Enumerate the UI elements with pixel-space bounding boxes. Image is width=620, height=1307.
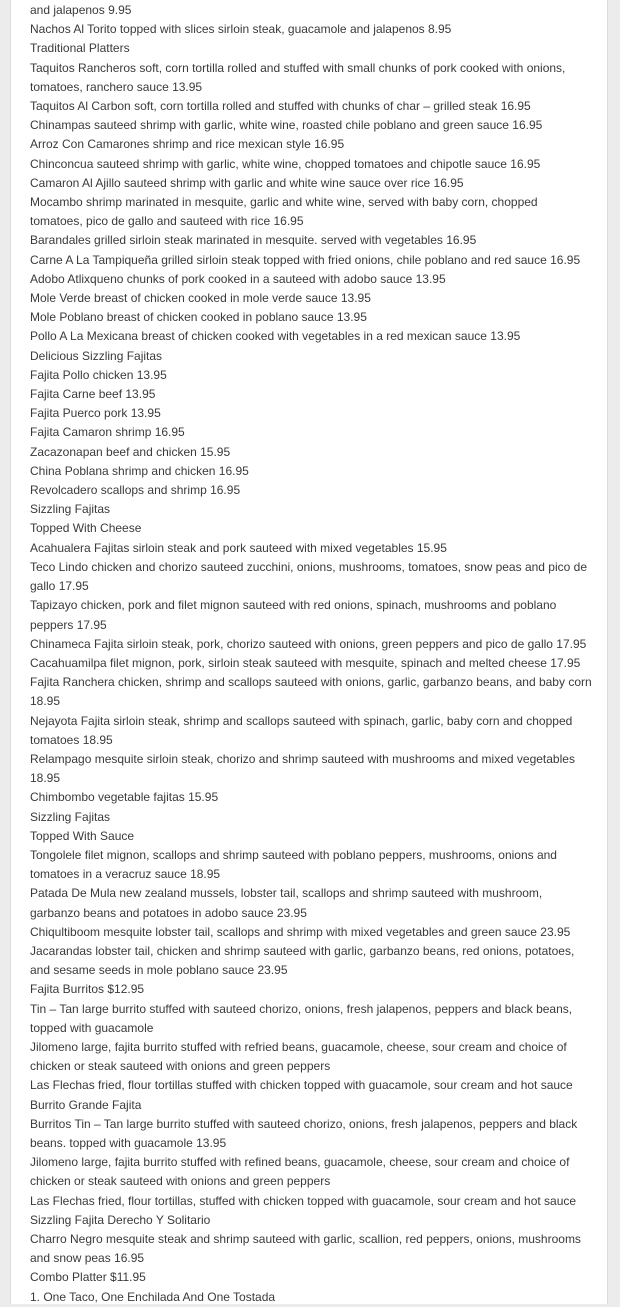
menu-line: Jacarandas lobster tail, chicken and shrimp sauteed with garlic, garbanzo beans, red onions, potatoes, and sesame seeds in mole poblano sauce 23.95 (30, 943, 575, 978)
page-panel (10, 0, 608, 1304)
section-heading: Sizzling Fajitas (30, 502, 111, 517)
menu-line: Tin – Tan large burrito stuffed with sauteed chorizo, onions, fresh jalapenos, peppers and black beans, topped with guacamole (30, 1001, 573, 1035)
menu-line: Jilomeno large, fajita burrito stuffed with refried beans, guacamole, cheese, sour cream and choice of chicken or steak sauteed with onions and green peppers (30, 1039, 567, 1074)
menu-line: Camaron Al Ajillo sauteed shrimp with garlic and white wine sauce over rice 16.95 (30, 175, 464, 190)
section-heading: Fajita Burritos $12.95 (30, 982, 145, 997)
menu-line: Zacazonapan beef and chicken 15.95 (30, 444, 231, 459)
section-heading: Delicious Sizzling Fajitas (30, 348, 163, 363)
menu-line: Mocambo shrimp marinated in mesquite, garlic and white wine, served with baby corn, chopped tomatoes, pico de gallo and sauteed with rice 16.95 (30, 195, 538, 229)
menu-line: Carne A La Tampiqueña grilled sirloin steak topped with fried onions, chile poblano and red sauce 16.95 (30, 252, 581, 267)
menu-line: Fajita Ranchera chicken, shrimp and scallops sauteed with onions, garlic, garbanzo beans, and baby corn 18.95 (30, 675, 592, 709)
menu-line: Arroz Con Camarones shrimp and rice mexican style 16.95 (30, 137, 345, 152)
section-subheading: Topped With Sauce (30, 828, 135, 843)
section-heading: Sizzling Fajitas (30, 809, 111, 824)
menu-line: Chinconcua sauteed shrimp with garlic, white wine, chopped tomatoes and chipotle sauce 16.95 (30, 156, 541, 171)
section-subheading: Topped With Cheese (30, 521, 142, 536)
menu-line: Patada De Mula new zealand mussels, lobster tail, scallops and shrimp sauteed with mushroom, garbanzo beans and potatoes in adobo sauce 23.95 (30, 886, 543, 920)
menu-line: Fajita Camaron shrimp 16.95 (30, 425, 185, 440)
menu-line: Fajita Carne beef 13.95 (30, 387, 156, 402)
menu-line: and jalapenos 9.95 (30, 3, 132, 17)
menu-line: Jilomeno large, fajita burrito stuffed with refined beans, guacamole, cheese, sour cream and choice of chicken or steak sauteed with onions and green peppers (30, 1155, 570, 1189)
section-heading: Traditional Platters (30, 41, 130, 56)
menu-line: China Poblana shrimp and chicken 16.95 (30, 463, 249, 478)
menu-line: Chinameca Fajita sirloin steak, pork, chorizo sauteed with onions, green peppers and pico de gallo 17.95 (30, 636, 587, 651)
menu-line: Acahualera Fajitas sirloin steak and pork sauteed with mixed vegetables 15.95 (30, 540, 447, 555)
menu-line: Relampago mesquite sirloin steak, chorizo and shrimp sauteed with mushrooms and mixed vegetables 18.95 (30, 751, 575, 786)
menu-line: Nejayota Fajita sirloin steak, shrimp and scallops sauteed with spinach, garlic, baby corn and chopped tomatoes 18.95 (30, 713, 573, 747)
menu-line: Taquitos Al Carbon soft, corn tortilla rolled and stuffed with chunks of char – grilled steak 16.95 (30, 99, 531, 114)
menu-line: Fajita Pollo chicken 13.95 (30, 367, 167, 382)
menu-line: Barandales grilled sirloin steak marinated in mesquite. served with vegetables 16.95 (30, 233, 477, 248)
menu-line: Teco Lindo chicken and chorizo sauteed zucchini, onions, mushrooms, tomatoes, snow peas and pico de gallo 17.95 (30, 559, 587, 594)
menu-line: 1. One Taco, One Enchilada And One Tostada (30, 1289, 276, 1304)
menu-line: Tongolele filet mignon, scallops and shrimp sauteed with poblano peppers, mushrooms, onions and tomatoes in a veracruz sauce 18.95 (30, 847, 557, 882)
menu-text (30, 1, 592, 1307)
section-heading: Burrito Grande Fajita (30, 1097, 142, 1112)
menu-line: Adobo Atlixqueno chunks of pork cooked in a sauteed with adobo sauce 13.95 (30, 271, 446, 286)
menu-line: Nachos Al Torito topped with slices sirloin steak, guacamole and jalapenos 8.95 (30, 22, 452, 37)
menu-line: Las Flechas fried, flour tortillas, stuffed with chicken topped with guacamole, sour cream and hot sauce (30, 1193, 577, 1208)
section-heading: Combo Platter $11.95 (30, 1270, 146, 1285)
menu-line: Chimbombo vegetable fajitas 15.95 (30, 790, 219, 805)
menu-line: Chiqultiboom mesquite lobster tail, scallops and shrimp with mixed vegetables and green sauce 23.95 (30, 924, 571, 939)
menu-line: Mole Poblano breast of chicken cooked in poblano sauce 13.95 (30, 310, 367, 325)
menu-line: Pollo A La Mexicana breast of chicken cooked with vegetables in a red mexican sauce 13.95 (30, 329, 521, 344)
menu-line: Revolcadero scallops and shrimp 16.95 (30, 483, 241, 498)
menu-line: Las Flechas fried, flour tortillas stuffed with chicken topped with guacamole, sour cream and hot sauce (30, 1078, 573, 1093)
menu-line: Charro Negro mesquite steak and shrimp sauteed with garlic, scallion, red peppers, onions, mushrooms and snow peas 16.95 (30, 1232, 581, 1266)
section-heading: Sizzling Fajita Derecho Y Solitario (30, 1212, 211, 1227)
menu-line: Cacahuamilpa filet mignon, pork, sirloin steak sauteed with mesquite, spinach and melted cheese 17.95 (30, 655, 581, 670)
menu-line: Fajita Puerco pork 13.95 (30, 406, 161, 421)
menu-line: Mole Verde breast of chicken cooked in mole verde sauce 13.95 (30, 291, 371, 306)
menu-line: Burritos Tin – Tan large burrito stuffed with sauteed chorizo, onions, fresh jalapenos, peppers and black beans. topped with guacamole 13.95 (30, 1116, 578, 1150)
menu-line: Chinampas sauteed shrimp with garlic, white wine, roasted chile poblano and green sauce 16.95 (30, 118, 543, 133)
menu-line: Tapizayo chicken, pork and filet mignon sauteed with red onions, spinach, mushrooms and poblano peppers 17.95 (30, 598, 557, 632)
menu-line: Taquitos Rancheros soft, corn tortilla rolled and stuffed with small chunks of pork cooked with onions, tomatoes, ranchero sauce 13.95 (30, 60, 566, 94)
